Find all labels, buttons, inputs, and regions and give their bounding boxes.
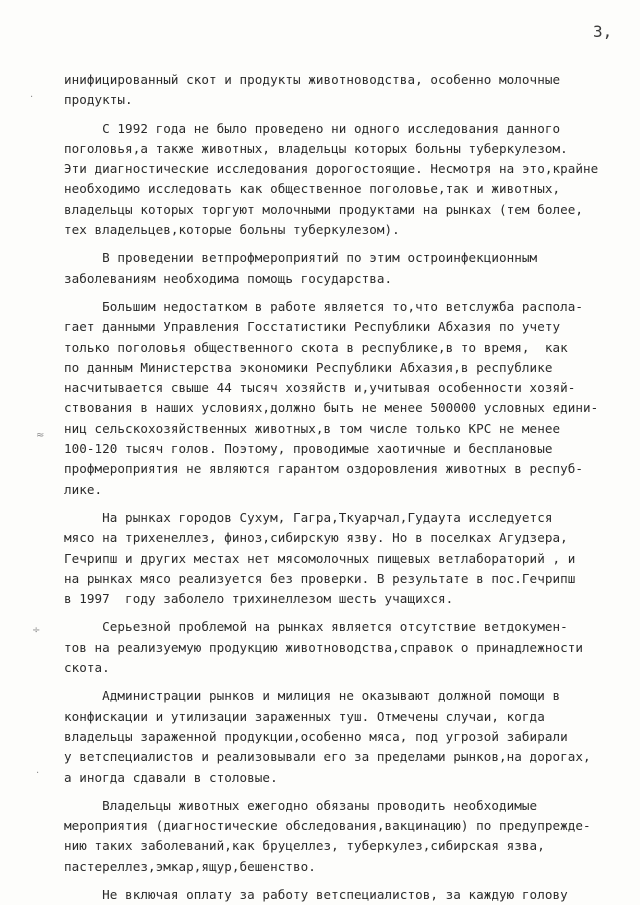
paragraph — [64, 70, 620, 111]
page-number: 3, — [593, 22, 613, 41]
text-line: владельцы зараженной продукции,особенно мяса, под угрозой забирали — [64, 728, 568, 744]
text-line: поголовья,а также животных, владельцы которых больны туберкулезом. — [64, 140, 568, 156]
text-line: В проведении ветпрофмероприятий по этим остроинфекционным — [64, 250, 538, 266]
text-line: гает данными Управления Госстатистики Республики Абхазия по учету — [64, 319, 561, 335]
text-line: необходимо исследовать как общественное поголовье,так и животных, — [64, 181, 561, 197]
margin-mark: ÷ — [32, 625, 41, 636]
text-line: продукты. — [64, 92, 133, 108]
text-line: мероприятия (диагностические обследования,вакцинацию) по предупрежде- — [64, 818, 591, 834]
margin-mark: · — [36, 768, 40, 779]
text-line: инифицированный скот и продукты животноводства, особенно молочные — [64, 72, 561, 87]
text-line: Владельцы животных ежегодно обязаны проводить необходимые — [64, 797, 538, 813]
text-line: только поголовья общественного скота в республике,в то время, как — [64, 339, 568, 355]
text-line: На рынках городов Сухум, Гагра,Ткуарчал,Гудаута исследуется — [64, 509, 553, 525]
paragraph — [64, 297, 620, 500]
text-line: в 1997 году заболело трихинеллезом шесть учащихся. — [64, 591, 454, 607]
document-body — [64, 70, 620, 905]
text-line: ниц сельскохозяйственных животных,в том числе только КРС не менее — [64, 420, 561, 436]
text-line: Серьезной проблемой на рынках является отсутствие ветдокумен- — [64, 619, 568, 635]
text-line: Администрации рынков и милиция не оказывают должной помощи в — [64, 688, 561, 704]
text-line: скота. — [64, 660, 110, 676]
paragraph — [64, 508, 620, 609]
text-line: насчитывается свыше 44 тысяч хозяйств и,учитывая особенности хозяй- — [64, 380, 576, 396]
text-line: профмероприятия не являются гарантом оздоровления животных в респуб- — [64, 461, 583, 477]
text-line: владельцы которых торгуют молочными продуктами на рынках (тем более, — [64, 201, 583, 217]
text-line: Гечрипш и других местах нет мясомолочных пищевых ветлабораторий , и — [64, 550, 576, 566]
text-line: Эти диагностические исследования дорогостоящие. Несмотря на это,крайне — [64, 161, 599, 177]
text-line: ствования в наших условиях,должно быть не менее 500000 условных едини- — [64, 400, 599, 416]
paragraph — [64, 119, 620, 241]
text-line: конфискации и утилизации зараженных туш. Отмечены случаи, когда — [64, 708, 545, 724]
text-line: Не включая оплату за работу ветспециалистов, за каждую голову — [64, 886, 568, 902]
text-line: нию таких заболеваний,как бруцеллез, туберкулез,сибирская язва, — [64, 838, 545, 854]
paragraph — [64, 686, 620, 787]
text-line: у ветспециалистов и реализовывали его за пределами рынков,на дорогах, — [64, 749, 591, 765]
paragraph — [64, 885, 620, 905]
text-line: мясо на трихенеллез, финоз,сибирскую язву. Но в поселках Агудзера, — [64, 530, 568, 546]
text-line: на рынках мясо реализуется без проверки. В результате в пос.Гечрипш — [64, 570, 576, 586]
text-line: 100-120 тысяч голов. Поэтому, проводимые хаотичные и бесплановые — [64, 441, 553, 457]
margin-mark: · — [30, 92, 34, 103]
text-line: тех владельцев,которые больны туберкулезом). — [64, 222, 400, 238]
text-line: пастереллез,эмкар,ящур,бешенство. — [64, 858, 316, 874]
paragraph — [64, 796, 620, 877]
text-line: заболеваниям необходима помощь государства. — [64, 270, 393, 286]
text-line: по данным Министерства экономики Республики Абхазия,в республике — [64, 359, 553, 375]
paragraph — [64, 617, 620, 678]
text-line: лике. — [64, 481, 103, 497]
margin-mark: ≈ — [36, 430, 45, 441]
text-line: тов на реализуемую продукцию животноводства,справок о принадлежности — [64, 639, 583, 655]
paragraph — [64, 248, 620, 289]
text-line: С 1992 года не было проведено ни одного исследования данного — [64, 120, 561, 136]
text-line: Большим недостатком в работе является то,что ветслужба распола- — [64, 298, 583, 314]
text-line: а иногда сдавали в столовые. — [64, 769, 278, 785]
